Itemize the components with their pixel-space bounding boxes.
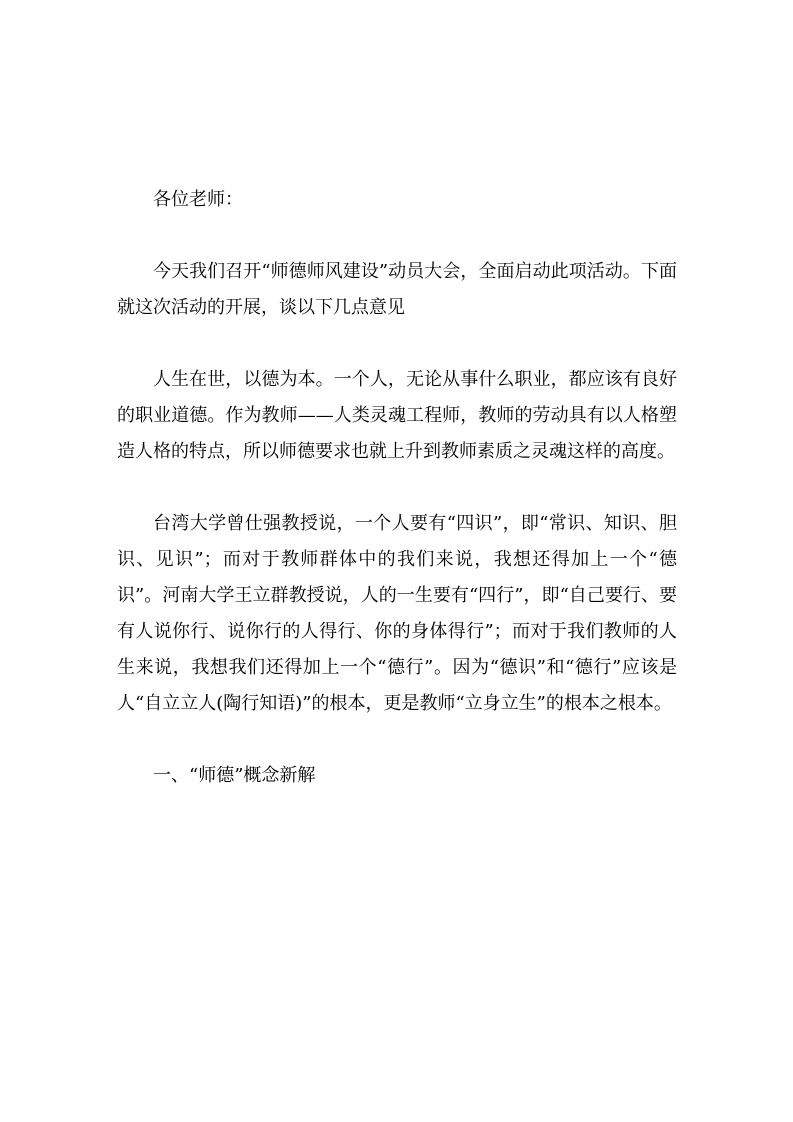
salutation: 各位老师：: [153, 189, 243, 210]
section-heading: 一、“师德”概念新解: [153, 765, 316, 786]
intro-paragraph: 今天我们召开“师德师风建设”动员大会，全面启动此项活动。下面就这次活动的开展，谈以下几点意见: [117, 261, 677, 318]
morality-paragraph: 人生在世，以德为本。一个人，无论从事什么职业，都应该有良好的职业道德。作为教师——人类灵魂工程师，教师的劳动具有以人格塑造人格的特点，所以师德要求也就上升到教师素质之灵魂这样的高度。: [117, 369, 677, 462]
four-knowledge-paragraph: 台湾大学曾仕强教授说，一个人要有“四识”，即“常识、知识、胆识、见识”；而对于教师群体中的我们来说，我想还得加上一个“德识”。河南大学王立群教授说，人的一生要有“四行”，即“自己要行、要有人说你行、说你行的人得行、你的身体得行”；而对于我们教师的人生来说，我想我们还得加上一个“德行”。因为“德识”和“德行”应该是人“自立立人(陶行知语)”的根本，更是教师“立身立生”的根本之根本。: [117, 513, 677, 714]
document-body: [117, 182, 677, 794]
